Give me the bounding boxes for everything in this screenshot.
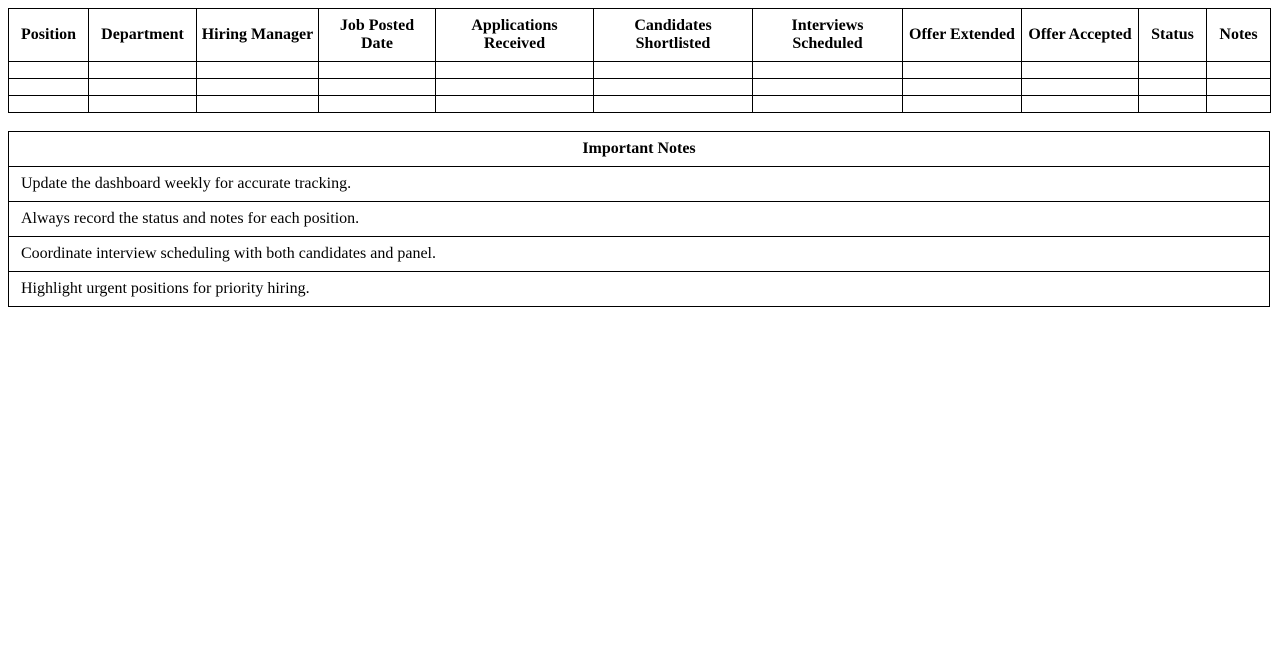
table-cell[interactable] — [1139, 96, 1207, 113]
column-header-applications-received: Applications Received — [436, 9, 594, 62]
column-header-hiring-manager: Hiring Manager — [197, 9, 319, 62]
table-cell[interactable] — [1139, 62, 1207, 79]
table-cell[interactable] — [903, 79, 1022, 96]
table-cell[interactable] — [89, 62, 197, 79]
notes-title: Important Notes — [9, 132, 1270, 167]
table-cell[interactable] — [1207, 62, 1271, 79]
table-cell[interactable] — [436, 62, 594, 79]
column-header-job-posted-date: Job Posted Date — [319, 9, 436, 62]
notes-header-row — [9, 132, 1270, 167]
table-cell[interactable] — [9, 79, 89, 96]
note-row — [9, 272, 1270, 307]
table-cell[interactable] — [1022, 79, 1139, 96]
column-header-position: Position — [9, 9, 89, 62]
table-cell[interactable] — [89, 96, 197, 113]
table-cell[interactable] — [753, 62, 903, 79]
important-notes-table — [8, 131, 1270, 307]
note-item: Highlight urgent positions for priority hiring. — [9, 272, 1270, 307]
note-row — [9, 202, 1270, 237]
column-header-candidates-shortlisted: Candidates Shortlisted — [594, 9, 753, 62]
table-cell[interactable] — [903, 96, 1022, 113]
note-item: Always record the status and notes for each position. — [9, 202, 1270, 237]
table-cell[interactable] — [436, 79, 594, 96]
table-cell[interactable] — [9, 96, 89, 113]
column-header-offer-accepted: Offer Accepted — [1022, 9, 1139, 62]
table-cell[interactable] — [319, 79, 436, 96]
column-header-notes: Notes — [1207, 9, 1271, 62]
column-header-department: Department — [89, 9, 197, 62]
column-header-interviews-scheduled: Interviews Scheduled — [753, 9, 903, 62]
table-row — [9, 96, 1271, 113]
table-cell[interactable] — [197, 79, 319, 96]
table-cell[interactable] — [89, 79, 197, 96]
table-cell[interactable] — [903, 62, 1022, 79]
table-cell[interactable] — [753, 96, 903, 113]
table-cell[interactable] — [197, 96, 319, 113]
table-cell[interactable] — [9, 62, 89, 79]
note-item: Coordinate interview scheduling with both candidates and panel. — [9, 237, 1270, 272]
table-cell[interactable] — [436, 96, 594, 113]
table-cell[interactable] — [753, 79, 903, 96]
table-cell[interactable] — [319, 96, 436, 113]
table-cell[interactable] — [594, 96, 753, 113]
note-row — [9, 237, 1270, 272]
table-cell[interactable] — [1207, 79, 1271, 96]
table-cell[interactable] — [1139, 79, 1207, 96]
table-cell[interactable] — [1207, 96, 1271, 113]
table-cell[interactable] — [1022, 62, 1139, 79]
table-header-row — [9, 9, 1271, 62]
hiring-tracker-table — [8, 8, 1271, 113]
note-item: Update the dashboard weekly for accurate tracking. — [9, 167, 1270, 202]
column-header-offer-extended: Offer Extended — [903, 9, 1022, 62]
table-cell[interactable] — [197, 62, 319, 79]
column-header-status: Status — [1139, 9, 1207, 62]
table-row — [9, 62, 1271, 79]
note-row — [9, 167, 1270, 202]
table-cell[interactable] — [594, 62, 753, 79]
table-cell[interactable] — [1022, 96, 1139, 113]
table-row — [9, 79, 1271, 96]
table-cell[interactable] — [594, 79, 753, 96]
table-cell[interactable] — [319, 62, 436, 79]
